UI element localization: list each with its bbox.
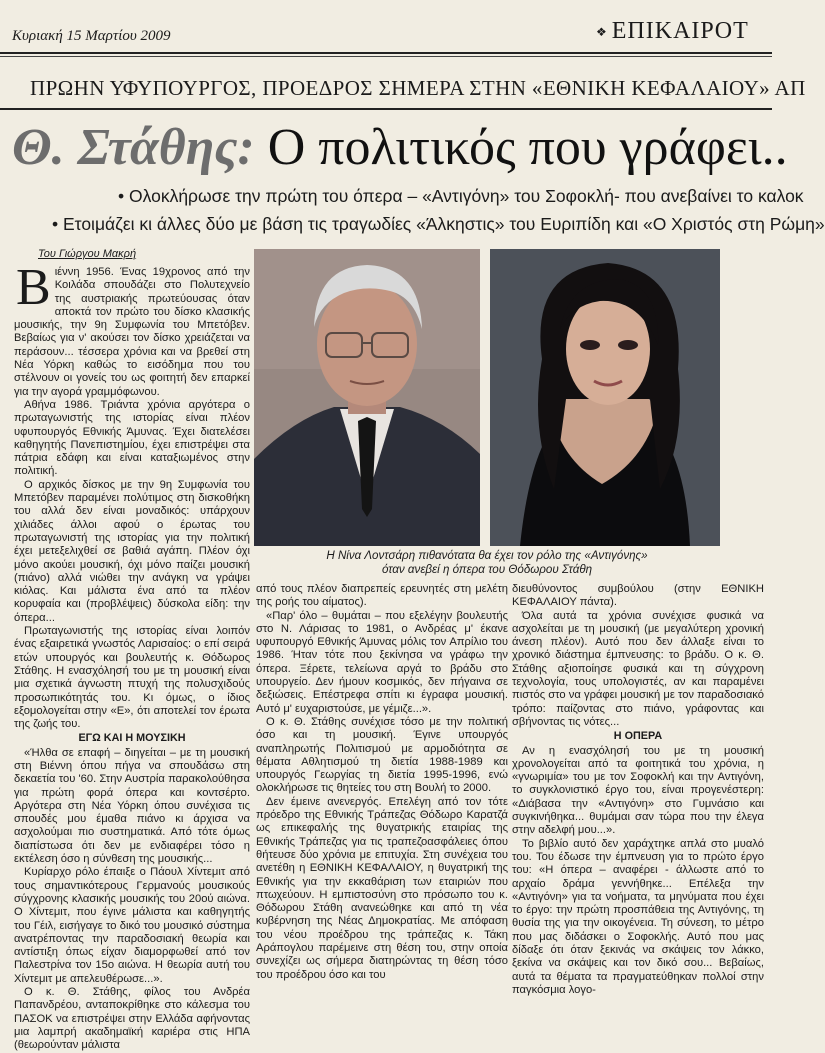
- portrait-man-illustration: [254, 249, 480, 546]
- paragraph-text: ιέννη 1956. Ένας 19χρονος από την Κοιλάδα σπουδάζει στο Πολυτεχνείο της αυστριακής πρωτεύουσας όταν αποκτά τον πρώτο του δίσκο κλασικής μουσικής, την 9η Συμφωνία του Μπετόβεν. Βεβαίως για ν' ακούσει τον δίσκο χρειάζεται να περάσουν... τέσσερα χρόνια και να βρεθεί στη Νέα Υόρκη καθώς το εισόδημα που του στέλνουν οι γονείς του ως φοιτητή δεν επαρκεί για την αγορά γραμμόφωνου.: [14, 266, 250, 398]
- kicker: ΠΡΩΗΝ ΥΦΥΠΟΥΡΓΟΣ, ΠΡΟΕΔΡΟΣ ΣΗΜΕΡΑ ΣΤΗΝ «ΕΘΝΙΚΗ ΚΕΦΑΛΑΙΟΥ» ΑΠ: [30, 76, 806, 100]
- photo-stathis: [254, 249, 480, 546]
- subheadline-bullet-2: • Ετοιμάζει κι άλλες δύο με βάση τις τραγωδίες «Άλκηστις» του Ευριπίδη και «Ο Χριστός στη Ρώμη»: [52, 214, 825, 234]
- section-subhead: ΕΓΩ ΚΑΙ Η ΜΟΥΣΙΚΗ: [78, 732, 186, 745]
- headline-rest: Ο πολιτικός που γράφει..: [254, 119, 788, 176]
- headline-name: Θ. Στάθης:: [12, 119, 255, 176]
- subheadline-bullet-1: • Ολοκλήρωσε την πρώτη του όπερα – «Αντιγόνη» του Σοφοκλή- που ανεβαίνει το καλοκ: [118, 186, 804, 206]
- paragraph: Αθήνα 1986. Τριάντα χρόνια αργότερα ο πρωταγωνιστής της ιστορίας είναι πλέον υφυπουργός Εθνικής Άμυνας. Έχει διατελέσει καθηγητής Πανεπιστημίου, έχει επιστρέψει στα πάτρια εδάφη και είναι καταξιωμένος στην πολιτική.: [14, 398, 250, 478]
- paragraph: Αν η ενασχόλησή του με τη μουσική χρονολογείται από τα φοιτητικά του χρόνια, η «γνωριμία» του με τον Σοφοκλή και την Αντιγόνη, το συγκλονιστικό έργο του, είναι προγενέστερη: «Διάβασα την «Αντιγόνη» στο Γυμνάσιο και συγκινήθηκα... θυμάμαι σαν τώρα που την έλεγα στην αδελφή μου...».: [512, 744, 764, 837]
- article-column-1: [14, 259, 250, 1052]
- top-rule-thin: [0, 56, 772, 57]
- date-line: Κυριακή 15 Μαρτίου 2009: [12, 28, 171, 44]
- paragraph: Ο κ. Θ. Στάθης, φίλος του Ανδρέα Παπανδρέου, ανταποκρίθηκε στο κάλεσμα του ΠΑΣΟΚ να επιστρέψει στην Ελλάδα αφήνοντας μια λαμπρή ακαδημαϊκή καριέρα στις ΗΠΑ (θεωρούνταν μάλιστα: [14, 986, 250, 1052]
- section-subhead: Η ΟΠΕΡΑ: [613, 730, 663, 743]
- headline: [12, 118, 788, 178]
- photo-nina-lotsari: [490, 249, 720, 546]
- paragraph: Όλα αυτά τα χρόνια συνέχισε φυσικά να ασχολείται με τη μουσική (με μεγαλύτερη χρονική άνεση πλέον). Αυτό που δεν άλλαξε είναι το χρονικό διάστημα έμπνευσης: το βράδυ. Ο κ. Θ. Στάθης αξιοποίησε φυσικά και τη σύγχρονη τεχνολογία, τους υπολογιστές, αν και παραμένει πιστός στο να γράφει μουσική με τον παραδοσιακό τρόπο: παίζοντας στο πιάνο, γράφοντας και σβήνοντας τις νότες...: [512, 609, 764, 728]
- article-column-3: [512, 583, 764, 1000]
- section-title: ΕΠΙΚΑΙΡΟΤ: [611, 18, 749, 44]
- paragraph: από τους πλέον διαπρεπείς ερευνητές στη μελέτη της ροής του αίματος).: [256, 583, 508, 609]
- portrait-woman-illustration: [490, 249, 720, 546]
- paragraph: [14, 259, 250, 399]
- caption-line-2: όταν ανεβεί η όπερα του Θόδωρου Στάθη: [381, 563, 593, 576]
- article-column-2: [256, 583, 508, 1000]
- paragraph: Κυρίαρχο ρόλο έπαιξε ο Πάουλ Χίντεμιτ από τους σημαντικότερους Γερμανούς μουσικούς σύγχρονης κλασικής μουσικής του 20ού αιώνα. Ο Χίντεμιτ, που έγινε μάλιστα και καθηγητής του Γέιλ, εισήγαγε το δικό του μουσικό σύστημα ανατρέποντας την παραδοσιακή θεωρία και αντίστιξη όπως είχαν διαμορφωθεί από τον Παλεστρίνα τον 15ο αιώνα. Η θεωρία αυτή του Χίντεμιτ με απελευθέρωσε...».: [14, 866, 250, 985]
- paragraph: Το βιβλίο αυτό δεν χαράχτηκε απλά στο μυαλό του. Του έδωσε την έμπνευση για το πρώτο έργο του: «Η όπερα – αναφέρει - άλλωστε από το αρχαίο δράμα γεννήθηκε... Επέλεξα την «Αντιγόνη» για τα νοήματα, τα μηνύματα που έχει το έργο: την πρώτη προσπάθεια της Αντιγόνης, τη θυσία της για την οικογένεια. Τη σύνεση, το μέτρο που μας διδάσκει ο Σοφοκλής. Αυτό που μας δίδαξε ότι όταν ξεκινάς να σκάψεις τον λάκκο, ξεκίνα να σκάψεις και τον δικό σου... Βεβαίως, αυτά τα θέματα τα πραγματεύθηκαν πολλοί στην παγκόσμια λογο-: [512, 837, 764, 996]
- paragraph: Πρωταγωνιστής της ιστορίας είναι λοιπόν ένας εξαιρετικά γνωστός Λαρισαίος: ο επί σειρά ετών υπουργός και βουλευτής κ. Θόδωρος Στάθης. Η ενασχόλησή του με τη μουσική είναι μια σχετικά άγνωστη πτυχή της πολυσχιδούς προσωπικότητάς του. Κι όμως, ο ίδιος εξομολογείται στην «Ε», ότι αποτελεί τον έρωτα της ζωής του.: [14, 625, 250, 731]
- paragraph: «Ήλθα σε επαφή – διηγείται – με τη μουσική στη Βιέννη όπου πήγα να σπουδάσω στη δεκαετία του '60. Στην Αυστρία παρακολούθησα για πρώτη φορά όπερα και κοντσέρτο. Αργότερα στη Νέα Υόρκη όπου συνέχισα τις σπουδές μου έμαθα πιάνο κι άρχισα να ασχολούμαι πιο συστηματικά. Από τότε όμως διαπίστωσα ότι δεν με ενδιαφέρει τόσο η εκτέλεση όσο η σύνθεση της μουσικής...: [14, 746, 250, 866]
- caption-line-1: Η Νίνα Λοντσάρη πιθανότατα θα έχει τον ρόλο της «Αντιγόνης»: [326, 549, 648, 562]
- photo-caption: [262, 549, 712, 577]
- diamond-icon: ❖: [596, 24, 608, 39]
- kicker-rule: [0, 108, 772, 110]
- paragraph: Ο αρχικός δίσκος με την 9η Συμφωνία του Μπετόβεν παραμένει πολύτιμος στη δισκοθήκη του αλλά δεν είναι μοναδικός: υπάρχουν χιλιάδες άλλοι αφού ο έρωτας του πρωταγωνιστή της ιστορίας για την πολιτική έχει μετεξελιχθεί σε βαθιά αγάπη. Πλέον όχι μόνο ακούει μουσική, όχι μόνο παίζει μουσική (πιάνο) αλλά νιώθει την ανάγκη να γράψει κιόλας. Και μάλιστα ένα από τα πλέον κορυφαία και (προβλέψεις) δύσκολα είδη: την όπερα...: [14, 478, 250, 624]
- paragraph: Δεν έμεινε ανενεργός. Επελέγη από τον τότε πρόεδρο της Εθνικής Τράπεζας Θόδωρο Καρατζά ως επικεφαλής της θυγατρικής εταιρίας της Εθνικής Τράπεζας για τις τραπεζοασφάλειες όπου θήτευσε δύο χρόνια με επιτυχία. Στη συνέχεια του ανετέθη η ΕΘΝΙΚΗ ΚΕΦΑΛΑΙΟΥ, η θυγατρική της Εθνικής για την εκκαθάριση των εταιριών που πτωχεύουν. Η εμπιστοσύνη στο πρόσωπο του κ. Θόδωρου Στάθη ανανεώθηκε και από τη νέα κυβέρνηση της Νέας Δημοκρατίας. Με απόφαση του νέου προέδρου της τράπεζας κ. Τάκη Αράπογλου παρέμεινε στη θέση του, στην οποία συνεχίζει ως σήμερα διατηρώντας τη θέση τόσο του προέδρου όσο και του: [256, 795, 508, 981]
- paragraph: «Παρ' όλο – θυμάται – που εξελέγην βουλευτής στο Ν. Λάρισας το 1981, ο Ανδρέας μ' έκανε υφυπουργό Εθνικής Άμυνας μόλις τον Απρίλιο του 1986. Ήταν τότε που ξεκίνησα να γράφω την όπερα. Ξέρετε, τελείωνα αργά το βράδυ στο υπουργείο. Δεν ήμουν κοσμικός, δεν πήγαινα σε δεξιώσεις. Επέστρεφα σπίτι κι έγραφα μουσική. Αυτό μ' ευχαριστούσε, με γέμιζε...».: [256, 609, 508, 715]
- drop-cap: Β: [16, 259, 51, 316]
- section-label: [596, 18, 749, 45]
- byline: Του Γιώργου Μακρή: [38, 248, 137, 260]
- paragraph: διευθύνοντος συμβούλου (στην ΕΘΝΙΚΗ ΚΕΦΑΛΑΙΟΥ πάντα).: [512, 583, 764, 609]
- paragraph: Ο κ. Θ. Στάθης συνέχισε τόσο με την πολιτική όσο και τη μουσική. Έγινε υπουργός αναπληρωτής Πολιτισμού με αρμοδιότητα σε θέματα Αθλητισμού τη διετία 1988-1989 και υπουργός Γεωργίας τη διετία 1995-1996, ενώ ολοκλήρωσε τις θητείες του στη Βουλή το 2000.: [256, 715, 508, 795]
- top-rule: [0, 52, 772, 54]
